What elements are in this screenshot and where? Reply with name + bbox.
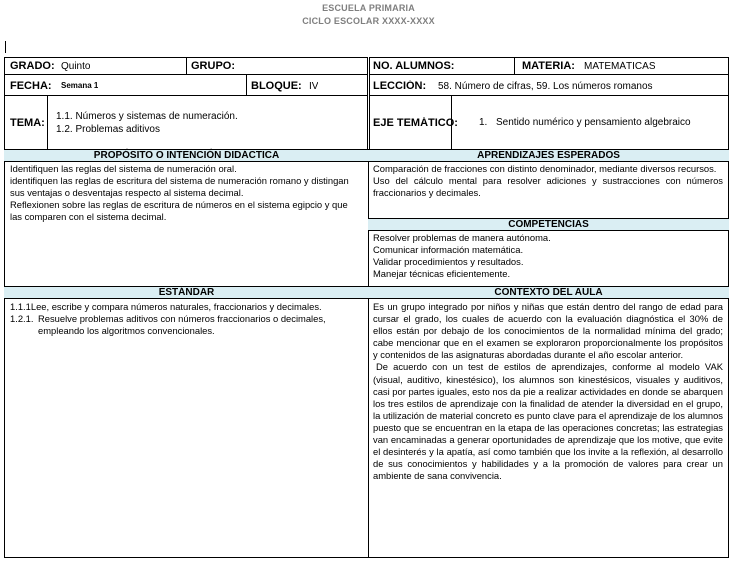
tema-item-2: 1.2. Problemas aditivos [56, 124, 160, 135]
aprendizajes-line-1: Comparación de fracciones con distinto denominador, mediante diversos recursos. [373, 163, 717, 174]
bloque-value[interactable]: IV [309, 81, 319, 92]
estandar-text [10, 301, 362, 337]
main-divider [368, 149, 369, 558]
estandar-item-1: 1.1.1Lee, escribe y compara números naturales, fraccionarios y decimales. [10, 301, 322, 312]
materia-label: MATERIA: [522, 60, 575, 72]
contexto-paragraph-2: De acuerdo con un test de estilos de aprendizajes, conforme al modelo VAK (visual, auditivo, kinestésico), los alumnos son kinestésicos, visuales y auditivos, casi por partes iguales, esto nos da pie a realizar actividades en donde se abarquen los tres estilos de aprendizaje con la finalidad de atender la diversidad en el grupo, la utilización de material concreto es punto clave para el aprendizaje de los alumnos puesto que se encuentran en la etapa de las operaciones concretas; las estrategias van encaminadas a generar oportunidades de aprendizaje que los motive, que evite el desinterés y la apatía, así como también que los invite a la reflexión, al desarrollo de sus conocimientos y habilidades y a la promoción de valores para crear un ambiente de sana convivencia. [373, 361, 723, 482]
fecha-label: FECHA: [10, 80, 52, 92]
competencias-text [373, 232, 723, 280]
grupo-label: GRUPO: [191, 60, 235, 72]
fecha-value[interactable]: Semana 1 [61, 81, 99, 90]
proposito-title: PROPÓSITO O INTENCIÓN DIDÁCTICA [4, 149, 369, 162]
competencias-line-3: Validar procedimientos y resultados. [373, 256, 524, 268]
school-name: ESCUELA PRIMARIA [322, 3, 415, 13]
materia-value[interactable]: MATEMÁTICAS [584, 61, 656, 72]
aprendizajes-text [373, 163, 723, 199]
proposito-text [10, 163, 362, 223]
estandar-item-2-text: Resuelve problemas aditivos con números fraccionarios o decimales, empleando los algoritmos convencionales. [38, 313, 326, 337]
proposito-line-1: Identifiquen las reglas del sistema de numeración oral. [10, 163, 237, 174]
competencias-line-4: Manejar técnicas eficientemente. [373, 268, 511, 280]
grado-label: GRADO: [10, 60, 55, 72]
text-cursor [5, 41, 6, 53]
aprendizajes-line-2: Uso del cálculo mental para resolver adiciones y sustracciones con números fraccionarios y decimales. [373, 175, 723, 199]
proposito-line-2: identifiquen las reglas de escritura del sistema de numeración romano y distingan sus ventajas o desventajas respecto al sistema decimal. [10, 175, 349, 199]
contexto-text [373, 301, 723, 482]
tema-item-1: 1.1. Números y sistemas de numeración. [56, 111, 238, 122]
tema-box [4, 95, 368, 151]
tema-label: TEMA: [10, 117, 45, 129]
leccion-label: LECCIÓN: [373, 80, 427, 92]
school-cycle: CICLO ESCOLAR XXXX-XXXX [302, 16, 435, 26]
leccion-value[interactable]: 58. Número de cifras, 59. Los números romanos [438, 81, 653, 92]
bloque-label: BLOQUE: [251, 80, 302, 92]
contexto-title: CONTEXTO DEL AULA [368, 286, 729, 299]
competencias-title: COMPETENCIAS [368, 218, 729, 231]
grado-value[interactable]: Quinto [61, 61, 91, 72]
proposito-line-3: Reflexionen sobre las reglas de escritura de números en el sistema egipcio y que las comparen con el sistema decimal. [10, 199, 348, 223]
estandar-item-2-number: 1.2.1. [10, 313, 34, 325]
eje-value: Sentido numérico y pensamiento algebraico [496, 117, 691, 128]
alumnos-label: NO. ALUMNOS: [373, 60, 455, 72]
estandar-title: ESTÁNDAR [4, 286, 369, 299]
eje-label: EJE TEMÁTICO: [373, 117, 458, 129]
eje-number: 1. [479, 117, 488, 128]
aprendizajes-title: APRENDIZAJES ESPERADOS [368, 149, 729, 162]
competencias-line-1: Resolver problemas de manera autónoma. [373, 232, 551, 243]
competencias-line-2: Comunicar información matemática. [373, 244, 524, 256]
contexto-paragraph-1: Es un grupo integrado por niños y niñas que están dentro del rango de edad para cursar el grado, los cuales de acuerdo con la evaluación diagnóstica el 30% de ellos están por debajo de los conocimientos de la normalidad mínima del grado; cabe mencionar que en el examen se exploraron proporcionalmente los propósitos y contenidos de las asignaturas abordadas durante el año escolar anterior. [373, 301, 723, 361]
estandar-item-2 [10, 313, 362, 337]
